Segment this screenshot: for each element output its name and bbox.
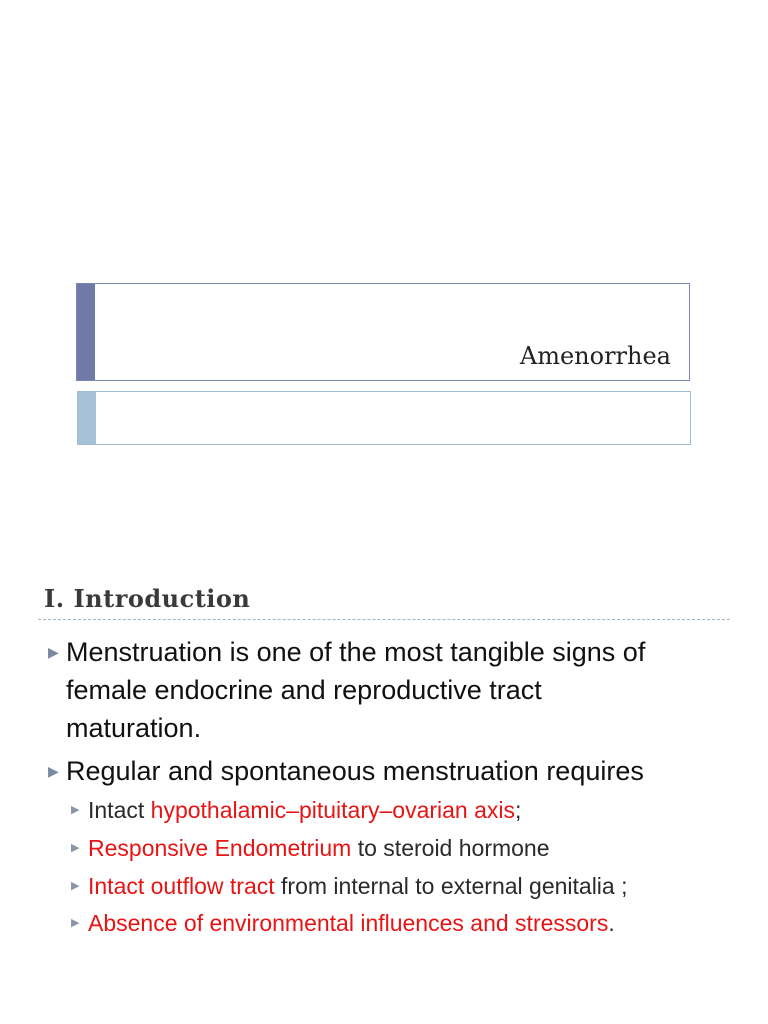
bullet-line: female endocrine and reproductive tract [66,675,542,705]
bullet-item [48,633,726,747]
sub-bullet-item [71,795,728,825]
subtitle-accent-bar [78,392,96,444]
sub-bullet-item [71,833,728,863]
triangle-right-icon: ▶ [48,763,59,779]
bullet-line: maturation. [66,713,202,743]
title-box [76,283,690,381]
slide-title: Amenorrhea [519,342,671,370]
sub-bullet-highlight: hypothalamic–pituitary–ovarian axis [150,797,516,823]
sub-bullet-highlight: Absence of environmental influences and stressors [88,910,609,936]
title-accent-bar [77,284,95,380]
sub-bullet-item [71,871,728,901]
triangle-right-icon: ▶ [71,842,80,854]
bullet-line: Menstruation is one of the most tangible signs of [66,637,646,667]
subtitle-box [77,391,691,445]
triangle-right-icon: ▶ [71,917,80,929]
sub-bullet-plain: ; [515,797,522,823]
bullet-text: Regular and spontaneous menstruation requires [66,756,644,786]
sub-bullet-plain: to steroid hormone [351,835,550,861]
bullet-item [48,752,726,790]
sub-bullet-plain: . [608,910,615,936]
sub-bullet-highlight: Intact outflow tract [88,873,275,899]
sub-bullet-plain: Intact [88,797,151,823]
section-divider [38,619,730,620]
sub-bullet-highlight: Responsive Endometrium [88,835,352,861]
triangle-right-icon: ▶ [71,804,80,816]
sub-bullet-plain: from internal to external genitalia ; [274,873,628,899]
triangle-right-icon: ▶ [71,880,80,892]
triangle-right-icon: ▶ [48,644,59,660]
section-heading: I. Introduction [44,584,251,613]
sub-bullet-item [71,908,728,938]
